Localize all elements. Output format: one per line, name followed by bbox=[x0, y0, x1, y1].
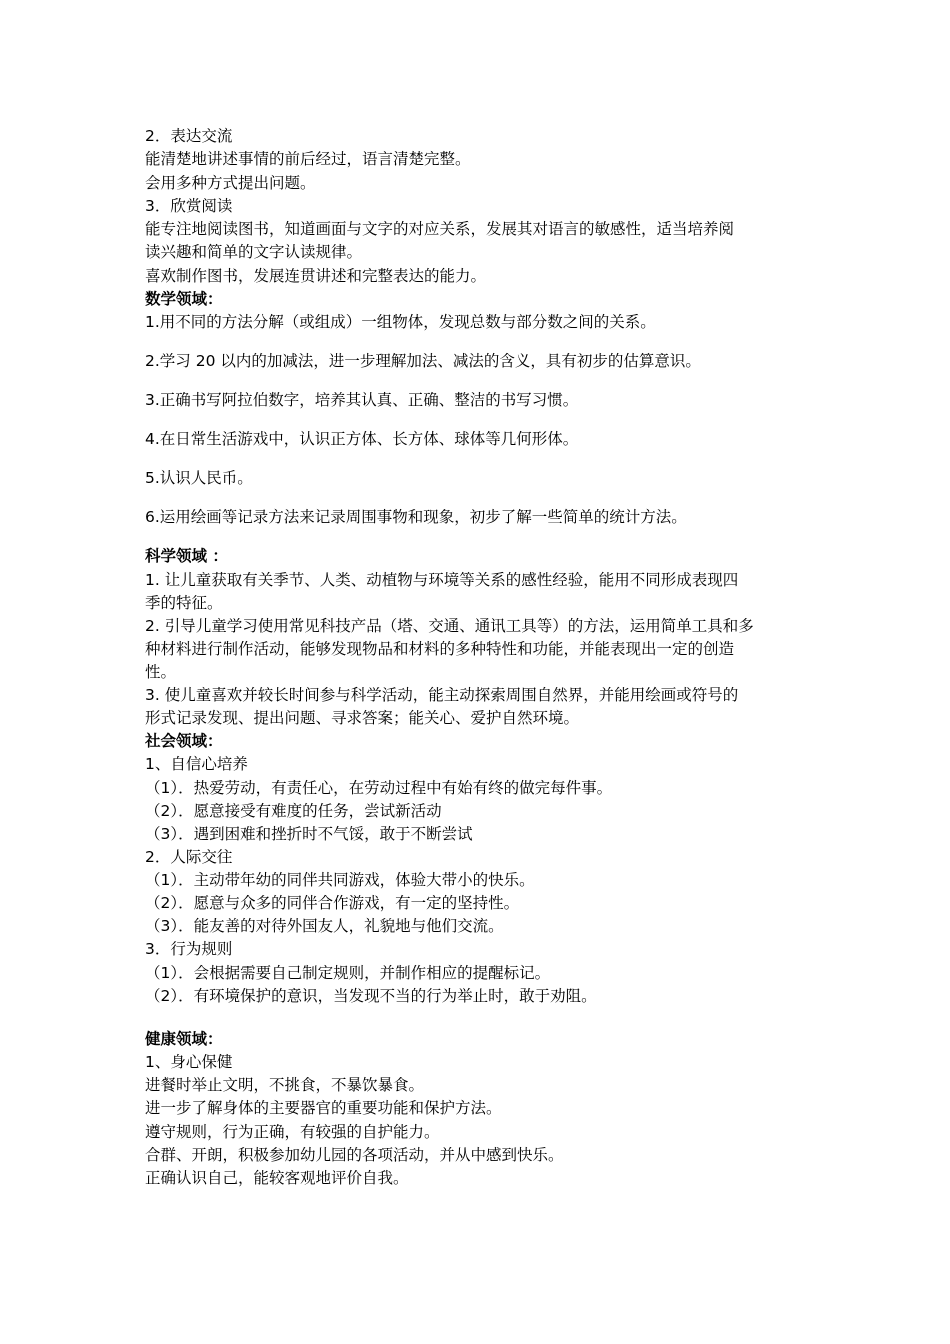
list-item: 3.正确书写阿拉伯数字，培养其认真、正确、整洁的书写习惯。 bbox=[145, 391, 579, 409]
list-item: 1.用不同的方法分解（或组成）一组物体，发现总数与部分数之间的关系。 bbox=[145, 313, 656, 331]
section-item-title: 3．行为规则 bbox=[145, 940, 233, 958]
list-item: （3）．遇到困难和挫折时不气馁，敢于不断尝试 bbox=[145, 825, 473, 843]
list-item: 5.认识人民币。 bbox=[145, 469, 253, 487]
text-line: 进一步了解身体的主要器官的重要功能和保护方法。 bbox=[145, 1099, 502, 1117]
list-item: （2）．愿意与众多的同伴合作游戏，有一定的坚持性。 bbox=[145, 894, 520, 912]
heading-math: 数学领域： bbox=[145, 290, 223, 308]
heading-health: 健康领域： bbox=[145, 1030, 223, 1048]
section-item-title: 3．欣赏阅读 bbox=[145, 197, 233, 215]
section-item-title: 1、自信心培养 bbox=[145, 755, 248, 773]
list-item: 2. 引导儿童学习使用常见科技产品（塔、交通、通讯工具等）的方法，运用简单工具和多 bbox=[145, 617, 754, 635]
list-item: 4.在日常生活游戏中，认识正方体、长方体、球体等几何形体。 bbox=[145, 430, 579, 448]
text-line: 进餐时举止文明，不挑食，不暴饮暴食。 bbox=[145, 1076, 425, 1094]
list-item: 2.学习 20 以内的加减法，进一步理解加法、减法的含义，具有初步的估算意识。 bbox=[145, 352, 701, 370]
text-line: 正确认识自己，能较客观地评价自我。 bbox=[145, 1169, 409, 1187]
text-line: 种材料进行制作活动，能够发现物品和材料的多种特性和功能，并能表现出一定的创造 bbox=[145, 640, 735, 658]
list-item: （1）．热爱劳动，有责任心，在劳动过程中有始有终的做完每件事。 bbox=[145, 779, 613, 797]
list-item: 6.运用绘画等记录方法来记录周围事物和现象，初步了解一些简单的统计方法。 bbox=[145, 508, 687, 526]
text-line: 喜欢制作图书，发展连贯讲述和完整表达的能力。 bbox=[145, 267, 487, 285]
list-item: （2）．愿意接受有难度的任务，尝试新活动 bbox=[145, 802, 442, 820]
text-line: 能专注地阅读图书，知道画面与文字的对应关系，发展其对语言的敏感性，适当培养阅 bbox=[145, 220, 735, 238]
text-line: 季的特征。 bbox=[145, 594, 223, 612]
list-item: 1. 让儿童获取有关季节、人类、动植物与环境等关系的感性经验，能用不同形成表现四 bbox=[145, 571, 739, 589]
text-line: 读兴趣和简单的文字认读规律。 bbox=[145, 243, 363, 261]
list-item: （2）．有环境保护的意识，当发现不当的行为举止时，敢于劝阻。 bbox=[145, 987, 597, 1005]
text-line: 遵守规则，行为正确，有较强的自护能力。 bbox=[145, 1123, 440, 1141]
list-item: （3）．能友善的对待外国友人，礼貌地与他们交流。 bbox=[145, 917, 504, 935]
section-item-title: 1、身心保健 bbox=[145, 1053, 233, 1071]
text-line: 能清楚地讲述事情的前后经过，语言清楚完整。 bbox=[145, 150, 471, 168]
text-line: 性。 bbox=[145, 663, 177, 681]
text-line: 合群、开朗，积极参加幼儿园的各项活动，并从中感到快乐。 bbox=[145, 1146, 564, 1164]
list-item: 3. 使儿童喜欢并较长时间参与科学活动，能主动探索周围自然界，并能用绘画或符号的 bbox=[145, 686, 739, 704]
list-item: （1）．会根据需要自己制定规则，并制作相应的提醒标记。 bbox=[145, 964, 551, 982]
section-item-title: 2．人际交往 bbox=[145, 848, 233, 866]
text-line: 形式记录发现、提出问题、寻求答案；能关心、爱护自然环境。 bbox=[145, 709, 580, 727]
list-item: （1）．主动带年幼的同伴共同游戏，体验大带小的快乐。 bbox=[145, 871, 535, 889]
text-line: 会用多种方式提出问题。 bbox=[145, 174, 316, 192]
heading-science: 科学领域 ： bbox=[145, 547, 228, 565]
section-item-title: 2．表达交流 bbox=[145, 127, 233, 145]
heading-social: 社会领域： bbox=[145, 732, 223, 750]
